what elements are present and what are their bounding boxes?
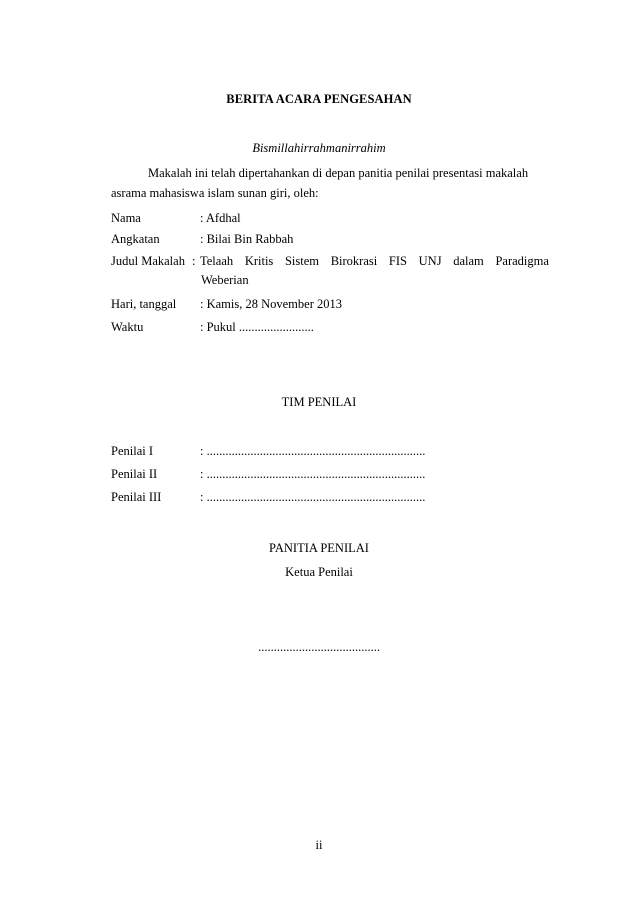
bismillah-text: Bismillahirrahmanirrahim bbox=[252, 141, 386, 155]
judul-word: Kritis bbox=[244, 254, 274, 268]
penilai-row bbox=[111, 467, 551, 485]
field-label: Hari, tanggal bbox=[111, 297, 177, 311]
field-value: : Pukul ........................ bbox=[200, 320, 314, 334]
tim-penilai-heading: TIM PENILAI bbox=[281, 395, 357, 409]
judul-word: FIS bbox=[388, 254, 407, 268]
signature-line: ....................................... bbox=[258, 640, 380, 654]
judul-colon: : bbox=[192, 254, 196, 268]
penilai-label: Penilai II bbox=[111, 467, 158, 481]
field-label: Nama bbox=[111, 211, 141, 225]
penilai-value: : ...................................................................... bbox=[200, 490, 426, 504]
judul-word: dalam bbox=[453, 254, 484, 268]
penilai-row bbox=[111, 490, 551, 508]
page-number: ii bbox=[315, 838, 323, 852]
field-nama bbox=[111, 211, 551, 229]
judul-continuation: Weberian bbox=[201, 273, 249, 287]
ketua-penilai-label: Ketua Penilai bbox=[285, 565, 353, 579]
judul-value-line bbox=[200, 254, 549, 269]
judul-word: UNJ bbox=[418, 254, 442, 268]
field-value: : Bilai Bin Rabbah bbox=[200, 232, 294, 246]
intro-line-1: Makalah ini telah dipertahankan di depan panitia penilai presentasi makalah bbox=[148, 166, 529, 180]
field-label: Angkatan bbox=[111, 232, 160, 246]
judul-word: Paradigma bbox=[495, 254, 549, 268]
judul-label: Judul Makalah bbox=[111, 254, 185, 268]
field-hari-tanggal bbox=[111, 297, 551, 315]
penilai-value: : ...................................................................... bbox=[200, 467, 426, 481]
field-label: Waktu bbox=[111, 320, 144, 334]
document-title: BERITA ACARA PENGESAHAN bbox=[226, 92, 412, 106]
panitia-penilai-heading: PANITIA PENILAI bbox=[269, 541, 369, 555]
judul-word: Sistem bbox=[284, 254, 320, 268]
field-angkatan bbox=[111, 232, 551, 250]
penilai-label: Penilai III bbox=[111, 490, 162, 504]
intro-line-2: asrama mahasiswa islam sunan giri, oleh: bbox=[111, 186, 319, 200]
field-value: : Kamis, 28 November 2013 bbox=[200, 297, 342, 311]
penilai-label: Penilai I bbox=[111, 444, 154, 458]
field-value: : Afdhal bbox=[200, 211, 241, 225]
penilai-row bbox=[111, 444, 551, 462]
judul-word: Telaah bbox=[200, 254, 234, 268]
judul-word: Birokrasi bbox=[330, 254, 378, 268]
penilai-value: : ...................................................................... bbox=[200, 444, 426, 458]
field-waktu bbox=[111, 320, 551, 338]
